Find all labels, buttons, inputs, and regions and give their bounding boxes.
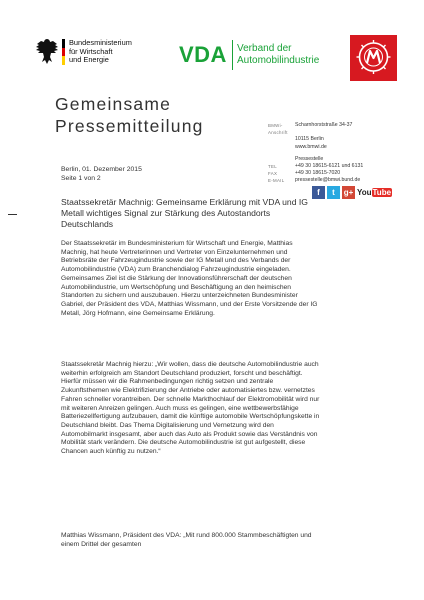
address-row: [268, 122, 363, 136]
ig-metall-emblem-icon: [350, 35, 397, 81]
tel-number: +49 30 18615-6121 und 6131: [295, 163, 364, 170]
bmwi-logo-text: [69, 39, 132, 65]
title-line-1: Gemeinsame: [55, 94, 172, 114]
city: 10115 Berlin: [295, 136, 324, 143]
tel-label: TEL: [268, 164, 277, 170]
page-indicator: Seite 1 von 2: [61, 175, 101, 182]
street: Scharnhorststraße 34-37: [295, 122, 353, 128]
flag-stripe-black: [62, 39, 65, 48]
web-row: [268, 144, 363, 151]
social-links: [312, 186, 392, 199]
twitter-icon[interactable]: t: [327, 186, 340, 199]
flag-stripe-gold: [62, 56, 65, 65]
bmwi-line-2: für Wirtschaft: [69, 46, 113, 56]
fax-row: [268, 170, 363, 177]
ig-metall-logo: [350, 35, 397, 81]
press-spacer: [268, 156, 285, 163]
email-row: [268, 177, 363, 184]
document-title: [55, 93, 204, 137]
youtube-you: You: [357, 188, 372, 197]
vda-line-1: Verband der: [237, 43, 292, 54]
release-date: Berlin, 01. Dezember 2015: [61, 166, 142, 173]
title-line-2: Pressemitteilung: [55, 116, 204, 136]
web-spacer: [268, 144, 285, 151]
vda-logo-text: [237, 43, 319, 67]
flag-stripe-red: [62, 48, 65, 57]
contact-block: [268, 122, 363, 185]
email-label: E-MAIL: [268, 178, 285, 184]
paragraph-3: Matthias Wissmann, Präsident des VDA: „Mit rund 800.000 Stammbeschäftigten und einem Drittel der gesamten: [61, 532, 312, 548]
fold-mark: [8, 214, 17, 215]
press-row: [268, 156, 363, 163]
fax-label: FAX: [268, 171, 278, 177]
email-link[interactable]: pressestelle@bmwi.bund.de: [295, 177, 361, 184]
vda-logo-mark: VDA: [179, 42, 227, 67]
vda-logo-divider: [232, 40, 233, 70]
youtube-icon[interactable]: [357, 186, 392, 199]
paragraph-1: Der Staatssekretär im Bundesministerium für Wirtschaft und Energie, Matthias Machnig, hat heute Vertreterinnen und Vertreter von Einzelunternehmen und Betriebsräte der Fahrzeugindustrie sowie der IG Metall und des Verbands der Automobilindustrie (VDA) zum Branchendialog Fahrzeugindustrie eingeladen. Gemeinsames Ziel ist die Stärkung der Innovationsführerschaft der deutschen Automobilindustrie, um Wertschöpfung und Beschäftigung an den heimischen Standorten zu sichern und auszubauen. Hierzu unterzeichneten Bundesminister Gabriel, der Präsident des VDA, Matthias Wissmann, und der Erste Vorsitzende der IG Metall, Jörg Hofmann, eine Gemeinsame Erklärung.: [61, 240, 318, 317]
dateline: [61, 165, 142, 183]
youtube-tube: Tube: [372, 188, 392, 197]
headline: Staatssekretär Machnig: Gemeinsame Erklärung mit VDA und IG Metall wichtiges Signal zur Stärkung des Autostandorts Deutschlands: [61, 197, 308, 229]
city-spacer: [268, 136, 285, 143]
paragraph-2: Staatssekretär Machnig hierzu: „Wir wollen, dass die deutsche Automobilindustrie auch weiterhin erfolgreich am Standort Deutschland produziert, forscht und beschäftigt. Hierfür müssen wir die Rahmenbedingungen richtig setzen und zentrale Zukunftsthemen wie Elektrifizierung der Antriebe oder automatisiertes bzw. vernetztes Fahren schneller vorantreiben. Der schnelle Markthochlauf der Elektromobilität wird nur mit weiteren Anreizen gelingen. Auch muss es gelingen, eine wettbewerbsfähige Batteriezellfertigung aufzubauen, damit die künftige automobile Wertschöpfungskette in Deutschland bleibt. Das Thema Digitalisierung und Vernetzung wird den Automobilmarkt insgesamt, aber auch das Auto als Produkt sowie das Verständnis von Mobilität stark verändern. Die deutsche Automobilindustrie ist gut aufgestellt, diese Chancen auch künftig zu nutzen.“: [61, 361, 320, 456]
fax-number: +49 30 18615-7020: [295, 170, 341, 177]
vda-line-2: Automobilindustrie: [237, 55, 320, 66]
press-heading: Pressestelle: [295, 155, 324, 162]
facebook-icon[interactable]: f: [312, 186, 325, 199]
federal-eagle-icon: [35, 37, 59, 67]
website-link[interactable]: www.bmwi.de: [295, 143, 327, 150]
google-plus-icon[interactable]: g+: [343, 188, 354, 197]
bmwi-line-1: Bundesministerium: [69, 38, 132, 47]
german-flag: [62, 39, 65, 65]
tel-row: [268, 163, 363, 170]
city-row: [268, 136, 363, 143]
address-label: BMWi-Anschrift: [268, 123, 288, 136]
bmwi-line-3: und Energie: [69, 55, 109, 65]
